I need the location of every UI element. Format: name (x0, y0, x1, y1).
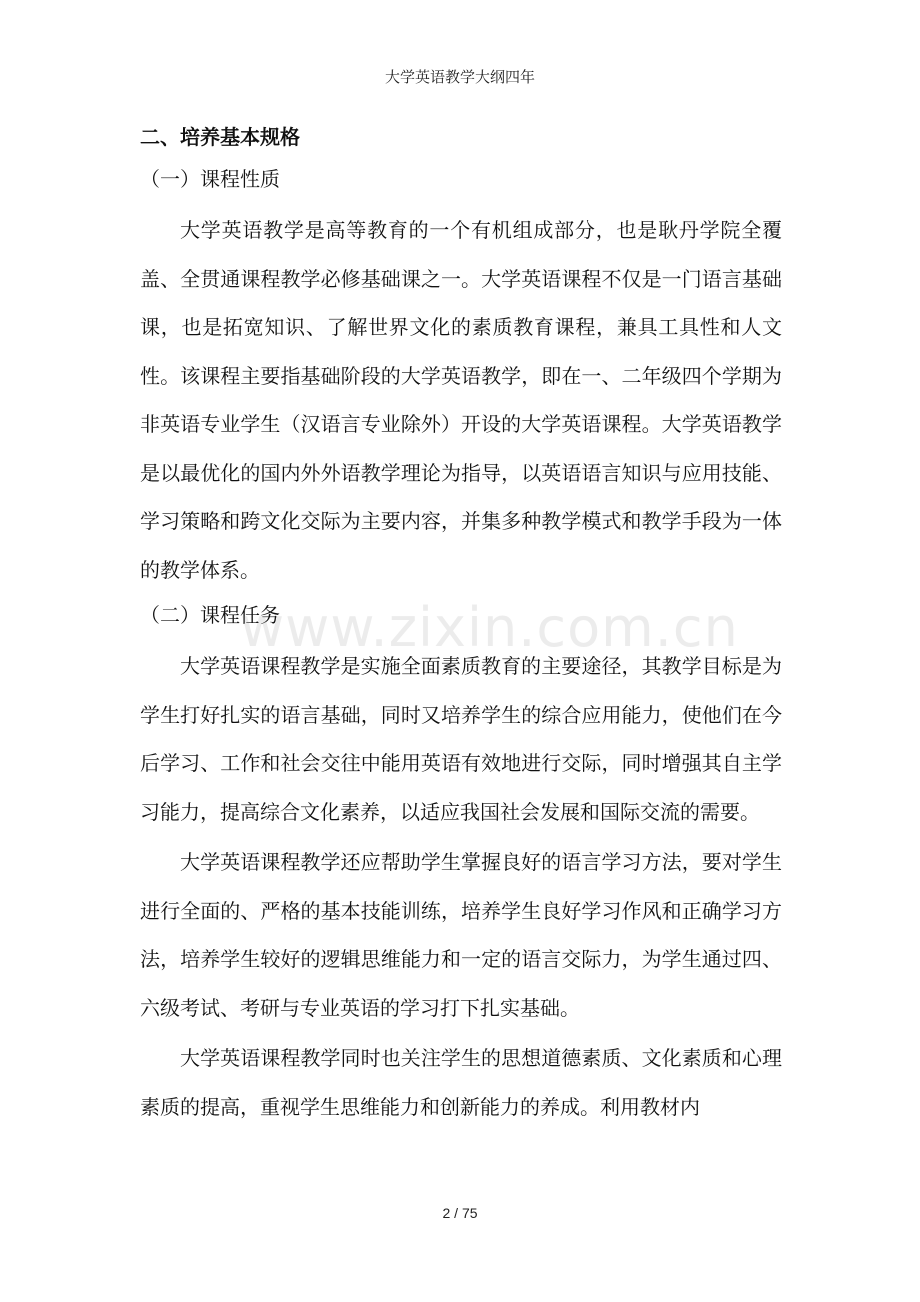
paragraph-moral-quality: 大学英语课程教学同时也关注学生的思想道德素质、文化素质和心理素质的提高，重视学生思维能力和创新能力的养成。利用教材内 (140, 1046, 782, 1119)
running-header: 大学英语教学大纲四年 (384, 68, 535, 86)
section-heading: 二、培养基本规格 (140, 125, 300, 149)
page-number: 2 / 75 (442, 1205, 478, 1221)
paragraph-course-tasks: 大学英语课程教学是实施全面素质教育的主要途径，其教学目标是为学生打好扎实的语言基础，同时又培养学生的综合应用能力，使他们在今后学习、工作和社会交往中能用英语有效地进行交际，同时增强其自主学习能力，提高综合文化素养，以适应我国社会发展和国际交流的需要。 (140, 654, 782, 824)
subsection-heading-tasks: （二）课程任务 (140, 603, 280, 627)
watermark: www.zixin.com.cn (240, 596, 739, 659)
subsection-heading-nature: （一）课程性质 (140, 167, 280, 191)
paragraph-course-nature: 大学英语教学是高等教育的一个有机组成部分，也是耿丹学院全覆盖、全贯通课程教学必修基础课之一。大学英语课程不仅是一门语言基础课，也是拓宽知识、了解世界文化的素质教育课程，兼具工具性和人文性。该课程主要指基础阶段的大学英语教学，即在一、二年级四个学期为非英语专业学生（汉语言专业除外）开设的大学英语课程。大学英语教学是以最优化的国内外外语教学理论为指导，以英语语言知识与应用技能、学习策略和跨文化交际为主要内容，并集多种教学模式和教学手段为一体的教学体系。 (140, 218, 782, 582)
paragraph-learning-methods: 大学英语课程教学还应帮助学生掌握良好的语言学习方法，要对学生进行全面的、严格的基本技能训练，培养学生良好学习作风和正确学习方法，培养学生较好的逻辑思维能力和一定的语言交际力，为学生通过四、六级考试、考研与专业英语的学习打下扎实基础。 (140, 850, 782, 1020)
page-content (140, 116, 782, 1131)
